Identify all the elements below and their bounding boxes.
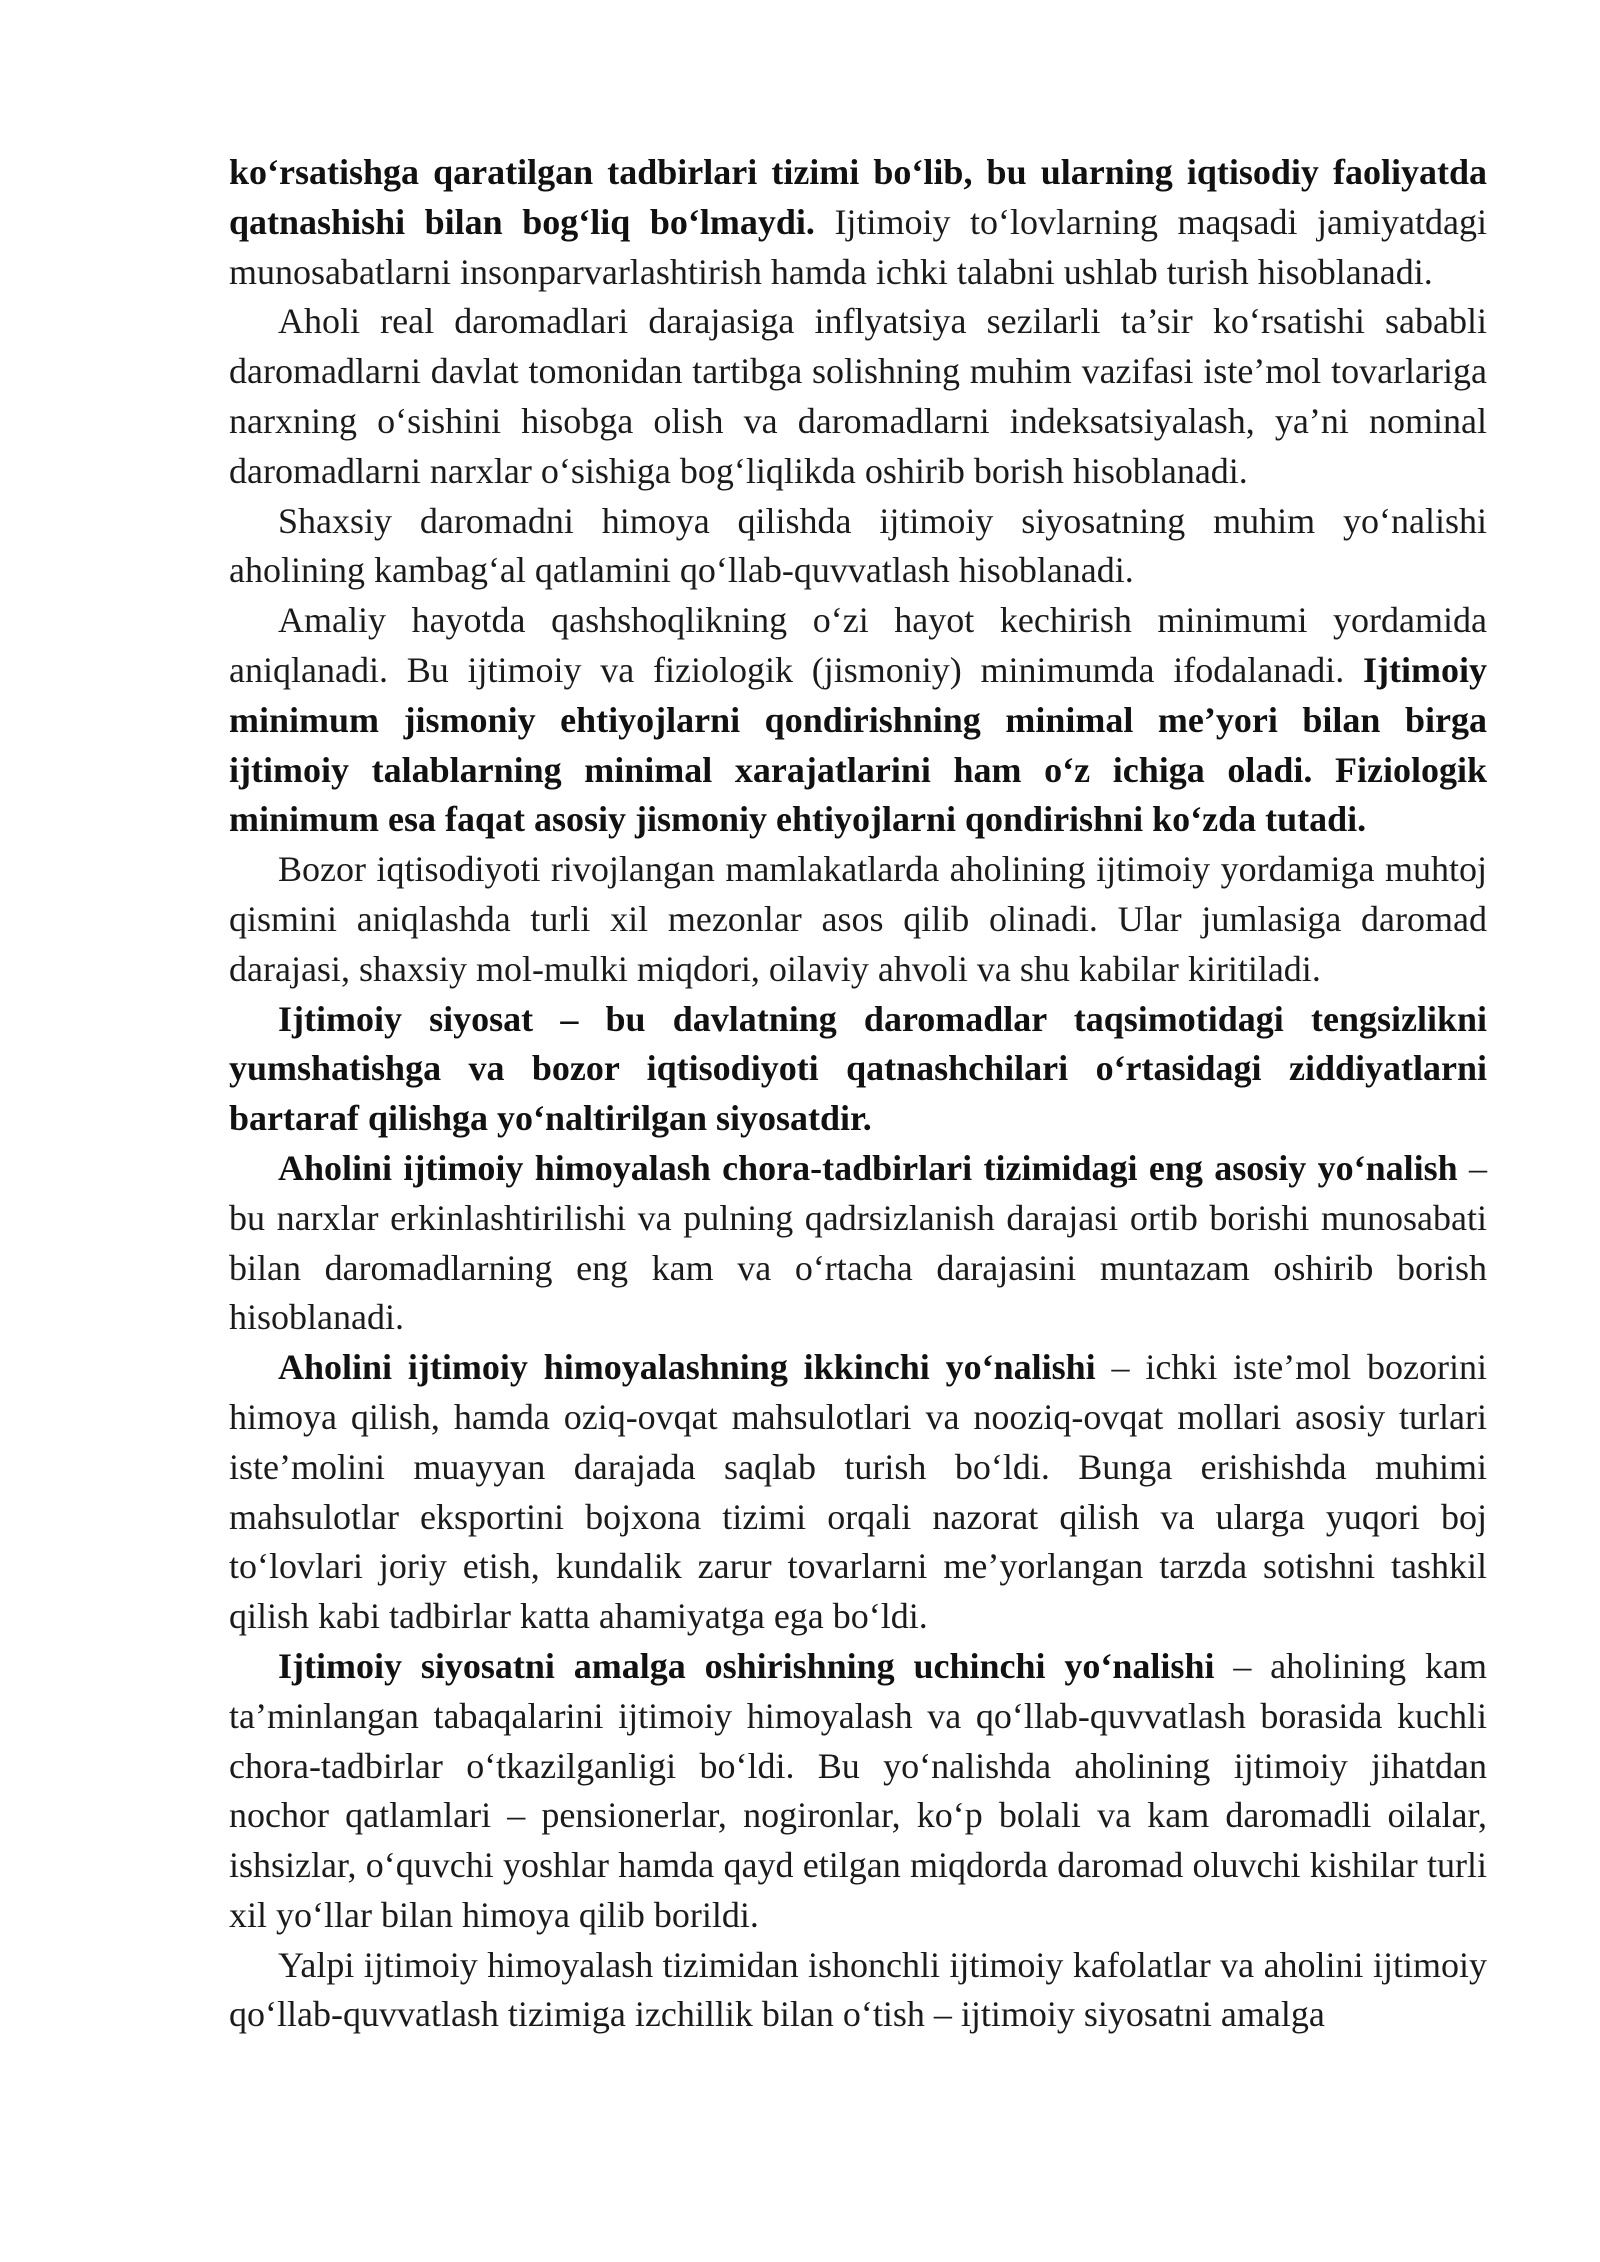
body-text xyxy=(229,148,1487,2040)
regular-text: Aholi real daromadlari darajasiga inflyatsiya sezilarli ta’sir ko‘rsatishi sababli daromadlarni davlat tomonidan tartibga solishning muhim vazifasi iste’mol tovarlariga narxning o‘sishini hisobga olish va daromadlarni indeksatsiyalash, ya’ni nominal daromadlarni narxlar o‘sishiga bog‘liqlikda oshirib borish hisoblanadi. xyxy=(229,301,1487,491)
paragraph xyxy=(229,1144,1487,1343)
bold-text: ko‘rsatishga qaratilgan tadbirlari tizimi bo‘lib, bu ularning iqtisodiy faoliyatda qatnashishi bilan bog‘liq bo‘lmaydi. xyxy=(229,152,1487,242)
regular-text: Bozor iqtisodiyoti rivojlangan mamlakatlarda aholining ijtimoiy yordamiga muhtoj qismini aniqlashda turli xil mezonlar asos qilib olinadi. Ular jumlasiga daromad darajasi, shaxsiy mol-mulki miqdori, oilaviy ahvoli va shu kabilar kiritiladi. xyxy=(229,849,1487,989)
paragraph-continuation xyxy=(229,148,1487,297)
bold-text: Aholini ijtimoiy himoyalash chora-tadbirlari tizimidagi eng asosiy yo‘nalish xyxy=(278,1147,1458,1188)
paragraph xyxy=(229,297,1487,496)
paragraph xyxy=(229,1343,1487,1642)
regular-text: – ichki iste’mol bozorini himoya qilish, hamda oziq-ovqat mahsulotlari va nooziq-ovqat mollari asosiy turlari iste’molini muayyan darajada saqlab turish bo‘ldi. Bunga erishishda muhimi mahsulotlar eksportini bojxona tizimi orqali nazorat qilish va ularga yuqori boj to‘lovlari joriy etish, kundalik zarur tovarlarni me’yorlangan tarzda sotishni tashkil qilish kabi tadbirlar katta ahamiyatga ega bo‘ldi. xyxy=(229,1347,1487,1637)
bold-text: Ijtimoiy siyosat – bu davlatning daromadlar taqsimotidagi tengsizlikni yumshatishga va bozor iqtisodiyoti qatnashchilari o‘rtasidagi ziddiyatlarni bartaraf qilishga yo‘naltirilgan siyosatdir. xyxy=(229,998,1487,1139)
paragraph-truncated xyxy=(229,1941,1487,2041)
paragraph xyxy=(229,845,1487,994)
regular-text: Ijtimoiy to‘lovlarning maqsadi jamiyatdagi munosabatlarni insonparvarlashtirish hamda ichki talabni ushlab turish hisoblanadi. xyxy=(229,201,1487,292)
bold-text: Ijtimoiy siyosatni amalga oshirishning uchinchi yo‘nalishi xyxy=(278,1645,1215,1686)
regular-text: Yalpi ijtimoiy himoyalash tizimidan ishonchli ijtimoiy kafolatlar va aholini ijtimoiy qo‘llab-quvvatlash tizimiga izchillik bilan o‘tish – ijtimoiy siyosatni amalga xyxy=(229,1944,1487,2035)
regular-text: Amaliy hayotda qashshoqlikning o‘zi hayot kechirish minimumi yordamida aniqlanadi. Bu ijtimoiy va fiziologik (jismoniy) minimumda ifodalanadi. xyxy=(229,600,1487,690)
regular-text: – aholining kam ta’minlangan tabaqalarini ijtimoiy himoyalash va qo‘llab-quvvatlash borasida kuchli chora-tadbirlar o‘tkazilganligi bo‘ldi. Bu yo‘nalishda aholining ijtimoiy jihatdan nochor qatlamlari – pensionerlar, nogironlar, ko‘p bolali va kam daromadli oilalar, ishsizlar, o‘quvchi yoshlar hamda qayd etilgan miqdorda daromad oluvchi kishilar turli xil yo‘llar bilan himoya qilib borildi. xyxy=(229,1645,1487,1935)
paragraph-definition xyxy=(229,995,1487,1144)
paragraph xyxy=(229,596,1487,845)
paragraph xyxy=(229,497,1487,597)
paragraph xyxy=(229,1642,1487,1941)
regular-text: – bu narxlar erkinlashtirilishi va pulning qadrsizlanish darajasi ortib borishi munosabati bilan daromadlarning eng kam va o‘rtacha darajasini muntazam oshirib borish hisoblanadi. xyxy=(229,1147,1488,1338)
regular-text: Shaxsiy daromadni himoya qilishda ijtimoiy siyosatning muhim yo‘nalishi aholining kambag‘al qatlamini qo‘llab-quvvatlash hisoblanadi. xyxy=(229,500,1487,591)
bold-text: Ijtimoiy minimum jismoniy ehtiyojlarni qondirishning minimal me’yori bilan birga ijtimoiy talablarning minimal xarajatlarini ham o‘z ichiga oladi. Fiziologik minimum esa faqat asosiy jismoniy ehtiyojlarni qondirishni ko‘zda tutadi. xyxy=(229,649,1487,840)
bold-text: Aholini ijtimoiy himoyalashning ikkinchi yo‘nalishi xyxy=(278,1347,1096,1388)
